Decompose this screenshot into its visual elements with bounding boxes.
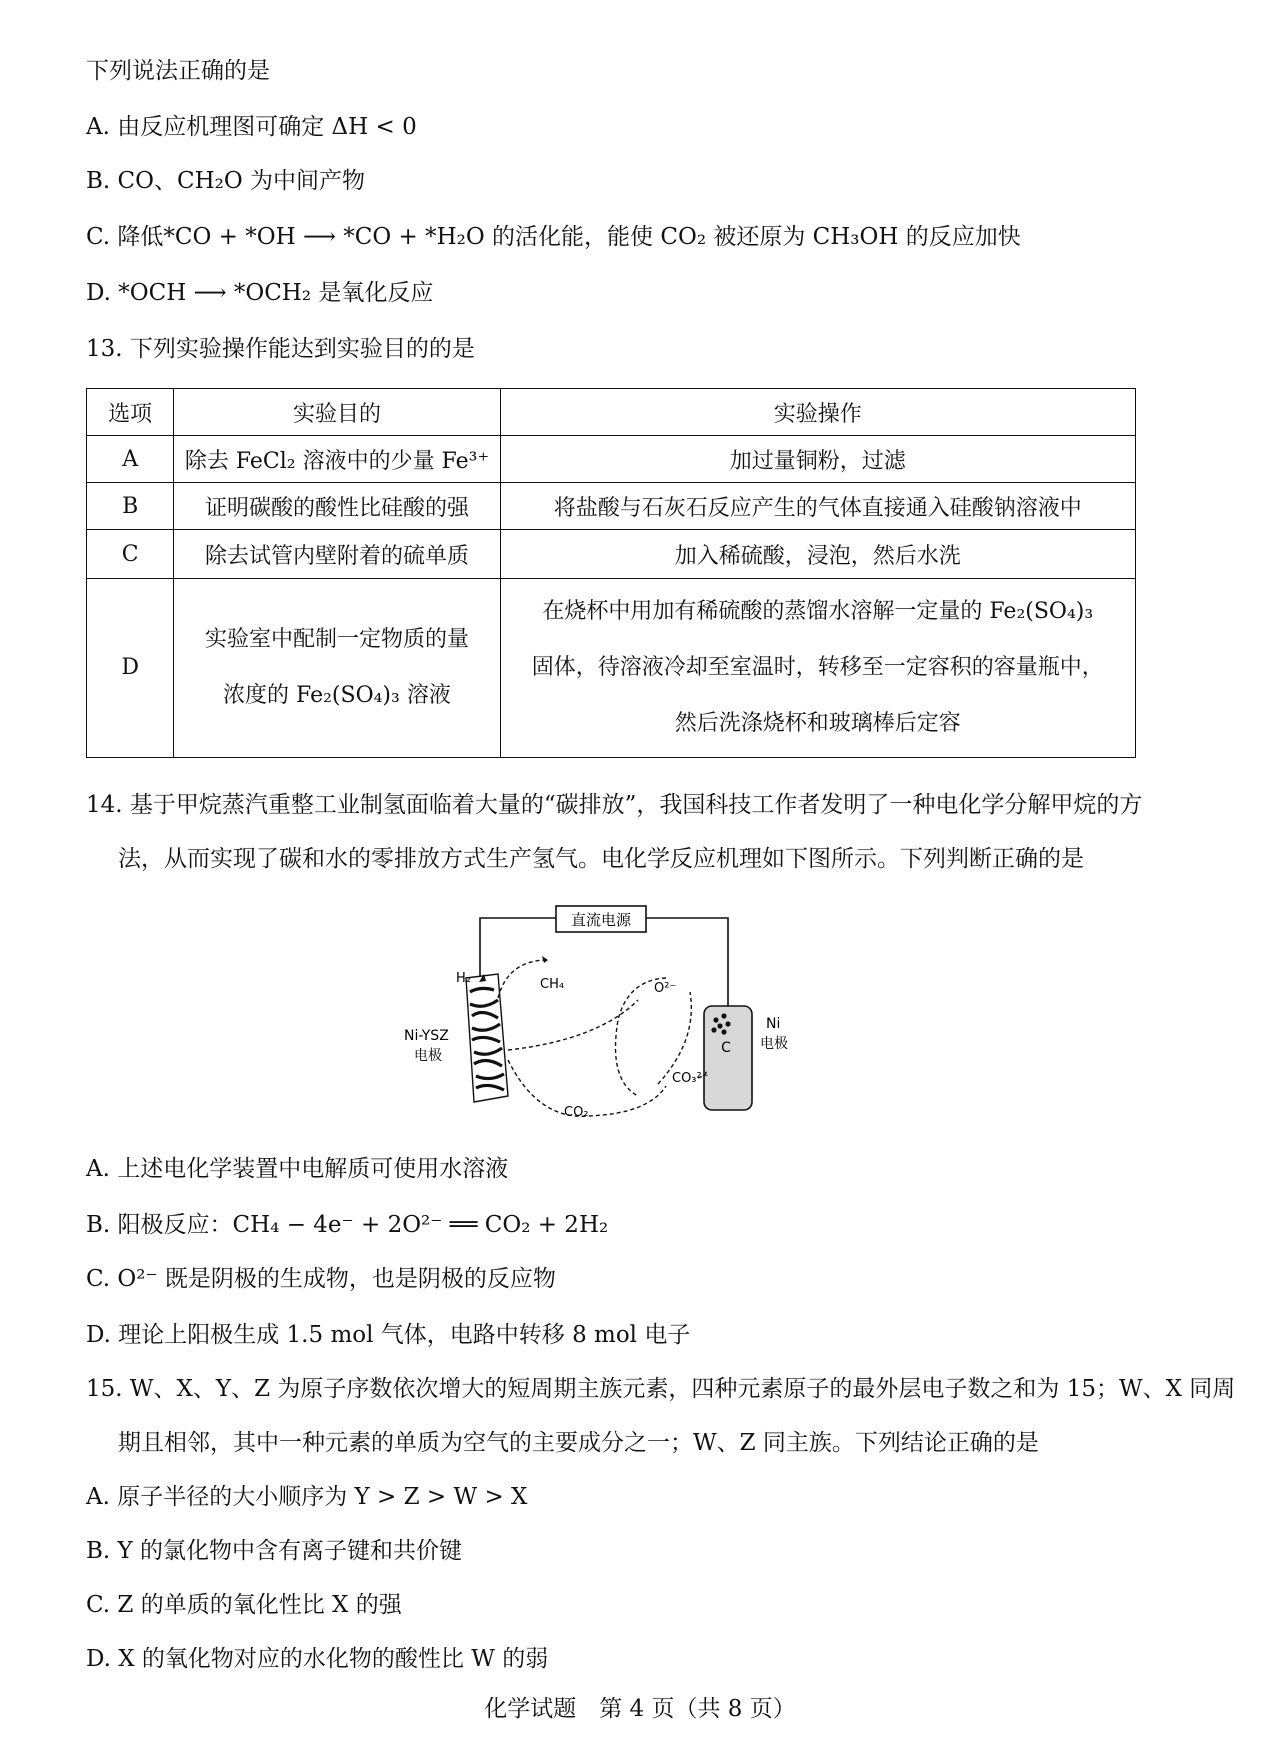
row-option: B — [87, 483, 174, 530]
row-option: D — [87, 579, 174, 758]
q14-stem-line2: 法，从而实现了碳和水的零排放方式生产氢气。电化学反应机理如下图所示。下列判断正确的是 — [118, 846, 1084, 872]
operation-line: 固体，待溶液冷却至室温时，转移至一定容积的容量瓶中， — [531, 655, 1104, 680]
q13-stem: 13. 下列实验操作能达到实验目的的是 — [86, 336, 475, 362]
ni-electrode — [704, 1006, 752, 1110]
q12-option-d: D. *OCH ⟶ *OCH₂ 是氧化反应 — [86, 280, 434, 306]
table-row — [87, 530, 1136, 579]
experiment-table — [86, 388, 1136, 758]
ni-ysz-electrode — [466, 974, 508, 1102]
left-electrode-label: Ni-YSZ — [404, 1028, 449, 1044]
power-supply-label: 直流电源 — [570, 911, 632, 929]
right-electrode-label-2: 电极 — [760, 1036, 788, 1052]
row-operation — [500, 579, 1135, 758]
co3-label: CO₃²⁻ — [672, 1071, 709, 1086]
row-option: C — [87, 530, 174, 579]
q14-option-b: B. 阳极反应：CH₄ − 4e⁻ + 2O²⁻ ══ CO₂ + 2H₂ — [86, 1212, 609, 1238]
row-purpose: 除去试管内壁附着的硫单质 — [174, 530, 500, 579]
operation-line: 然后洗涤烧杯和玻璃棒后定容 — [674, 711, 961, 736]
row-purpose — [174, 579, 500, 758]
ch4-label: CH₄ — [540, 977, 565, 992]
row-purpose: 证明碳酸的酸性比硅酸的强 — [174, 483, 500, 530]
page-footer: 化学试题 第 4 页（共 8 页） — [484, 1696, 796, 1722]
co2-label: CO₂ — [564, 1105, 589, 1120]
left-electrode-label-2: 电极 — [414, 1048, 442, 1064]
q15-option-b: B. Y 的氯化物中含有离子键和共价键 — [86, 1538, 463, 1564]
q14-option-c: C. O²⁻ 既是阴极的生成物，也是阴极的反应物 — [86, 1266, 556, 1292]
electrochemical-diagram — [398, 900, 818, 1130]
q12-option-b: B. CO、CH₂O 为中间产物 — [86, 168, 366, 194]
purpose-line: 实验室中配制一定物质的量 — [204, 627, 469, 652]
row-operation: 加入稀硫酸，浸泡，然后水洗 — [500, 530, 1135, 579]
header-operation: 实验操作 — [500, 389, 1135, 436]
purpose-line: 浓度的 Fe₂(SO₄)₃ 溶液 — [223, 683, 451, 708]
q15-option-d: D. X 的氧化物对应的水化物的酸性比 W 的弱 — [86, 1646, 549, 1672]
q14-option-a: A. 上述电化学装置中电解质可使用水溶液 — [86, 1156, 509, 1182]
operation-line: 在烧杯中用加有稀硫酸的蒸馏水溶解一定量的 Fe₂(SO₄)₃ — [542, 599, 1094, 624]
q12-option-a: A. 由反应机理图可确定 ΔH < 0 — [86, 114, 417, 140]
q14-stem-line1: 14. 基于甲烷蒸汽重整工业制氢面临着大量的“碳排放”，我国科技工作者发明了一种电化学分解甲烷的方 — [86, 792, 1143, 818]
carbon-label: C — [721, 1040, 731, 1056]
q15-stem-line2: 期且相邻，其中一种元素的单质为空气的主要成分之一；W、Z 同主族。下列结论正确的是 — [118, 1430, 1039, 1456]
h2-label: H₂ — [456, 971, 471, 986]
q14-option-d: D. 理论上阳极生成 1.5 mol 气体，电路中转移 8 mol 电子 — [86, 1322, 691, 1348]
o2-minus-label: O²⁻ — [654, 981, 677, 996]
header-option: 选项 — [87, 389, 174, 436]
q12-stem: 下列说法正确的是 — [86, 58, 270, 84]
q12-option-c: C. 降低*CO + *OH ⟶ *CO + *H₂O 的活化能，能使 CO₂ 被还原为 CH₃OH 的反应加快 — [86, 224, 1021, 250]
table-header-row — [87, 389, 1136, 436]
header-purpose: 实验目的 — [174, 389, 500, 436]
q15-option-a: A. 原子半径的大小顺序为 Y > Z > W > X — [86, 1484, 528, 1510]
row-option: A — [87, 436, 174, 483]
table-row — [87, 579, 1136, 758]
table-row — [87, 483, 1136, 530]
table-row — [87, 436, 1136, 483]
row-purpose: 除去 FeCl₂ 溶液中的少量 Fe³⁺ — [174, 436, 500, 483]
right-electrode-label: Ni — [766, 1016, 781, 1032]
q15-stem-line1: 15. W、X、Y、Z 为原子序数依次增大的短周期主族元素，四种元素原子的最外层电子数之和为 15；W、X 同周 — [86, 1376, 1236, 1402]
row-operation: 将盐酸与石灰石反应产生的气体直接通入硅酸钠溶液中 — [500, 483, 1135, 530]
row-operation: 加过量铜粉，过滤 — [500, 436, 1135, 483]
q15-option-c: C. Z 的单质的氧化性比 X 的强 — [86, 1592, 402, 1618]
